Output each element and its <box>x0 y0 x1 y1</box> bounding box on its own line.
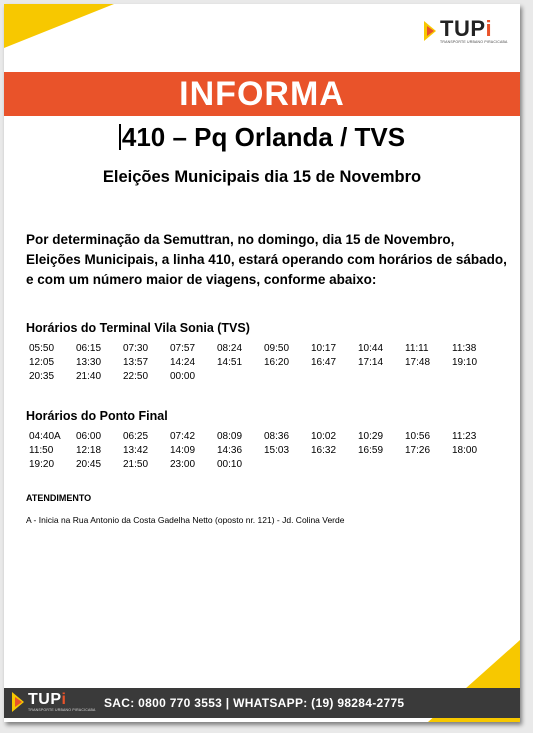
tupi-logo <box>424 18 508 45</box>
departure-time: 09:50 <box>264 343 290 354</box>
departure-time: 14:36 <box>217 445 243 456</box>
route-title <box>4 122 520 153</box>
notice-paragraph: Por determinação da Semuttran, no domingo, dia 15 de Novembro, Eleições Municipais, a linha 410, estará operando com horários de sábado, e com um número maior de viagens, conforme abaixo: <box>26 232 507 287</box>
departure-time: 05:50 <box>29 343 55 354</box>
departure-time: 13:30 <box>76 357 102 368</box>
departure-time: 16:32 <box>311 445 337 456</box>
departure-time: 00:00 <box>170 371 196 382</box>
corner-triangle-top-left <box>4 4 114 48</box>
tupi-mark-icon <box>12 692 26 712</box>
departure-time: 11:11 <box>405 343 429 354</box>
departure-time: 16:59 <box>358 445 384 456</box>
departure-time: 21:50 <box>123 459 149 470</box>
departure-time: 20:45 <box>76 459 102 470</box>
departure-time: 13:42 <box>123 445 149 456</box>
atendimento-heading: ATENDIMENTO <box>26 493 92 503</box>
departure-time: 07:42 <box>170 431 196 442</box>
section-title-tvs: Horários do Terminal Vila Sonia (TVS) <box>26 321 250 335</box>
departure-time: 21:40 <box>76 371 102 382</box>
event-subtitle: Eleições Municipais dia 15 de Novembro <box>102 168 422 186</box>
departure-time: 08:36 <box>264 431 290 442</box>
tupi-logo-footer <box>12 692 96 713</box>
departure-time: 14:24 <box>170 357 196 368</box>
text-cursor <box>119 124 121 150</box>
informa-banner: INFORMA <box>4 72 520 116</box>
logo-word-accent: i <box>61 691 67 708</box>
departure-time: 08:09 <box>217 431 243 442</box>
departure-time: 14:51 <box>217 357 243 368</box>
departure-time: 12:18 <box>76 445 102 456</box>
departure-time: 07:57 <box>170 343 196 354</box>
departure-time: 14:09 <box>170 445 196 456</box>
departure-time: 17:48 <box>405 357 431 368</box>
logo-tagline: TRANSPORTE URBANO PIRACICABA <box>440 40 508 44</box>
departure-time: 17:14 <box>358 357 384 368</box>
logo-word: TUP <box>440 16 486 41</box>
departure-time: 10:29 <box>358 431 384 442</box>
departure-time: 10:02 <box>311 431 337 442</box>
departure-time: 23:00 <box>170 459 196 470</box>
departure-time: 10:56 <box>405 431 431 442</box>
departure-time: 19:20 <box>29 459 55 470</box>
departure-time: 10:44 <box>358 343 384 354</box>
tupi-mark-icon <box>424 21 438 41</box>
departure-time: 00:10 <box>217 459 243 470</box>
departure-time: 06:15 <box>76 343 102 354</box>
footer-bar <box>4 688 520 718</box>
atendimento-note: A - Inicia na Rua Antonio da Costa Gadelha Netto (oposto nr. 121) - Jd. Colina Verde <box>26 515 345 525</box>
departure-time: 16:47 <box>311 357 337 368</box>
departure-time: 07:30 <box>123 343 149 354</box>
notice-page <box>4 4 520 722</box>
departure-time: 20:35 <box>29 371 55 382</box>
departure-time: 19:10 <box>452 357 478 368</box>
departure-time: 04:40A <box>29 431 61 442</box>
footer-contact: SAC: 0800 770 3553 | WHATSAPP: (19) 98284-2775 <box>104 696 405 710</box>
departure-time: 13:57 <box>123 357 149 368</box>
departure-time: 06:25 <box>123 431 149 442</box>
departure-time: 11:50 <box>29 445 54 456</box>
departure-time: 18:00 <box>452 445 478 456</box>
section-title-ponto-final: Horários do Ponto Final <box>26 409 168 423</box>
departure-time: 08:24 <box>217 343 243 354</box>
departure-time: 06:00 <box>76 431 102 442</box>
logo-tagline: TRANSPORTE URBANO PIRACICABA <box>28 708 96 712</box>
route-title-text: 410 – Pq Orlanda / TVS <box>121 122 406 152</box>
logo-word: TUP <box>28 691 62 708</box>
departure-time: 10:17 <box>311 343 337 354</box>
departure-time: 11:38 <box>452 343 477 354</box>
departure-time: 11:23 <box>452 431 477 442</box>
timetable-ponto-final <box>29 430 499 472</box>
departure-time: 15:03 <box>264 445 290 456</box>
logo-word-accent: i <box>485 16 493 41</box>
timetable-tvs <box>29 342 499 384</box>
departure-time: 22:50 <box>123 371 149 382</box>
departure-time: 17:26 <box>405 445 431 456</box>
departure-time: 16:20 <box>264 357 290 368</box>
departure-time: 12:05 <box>29 357 55 368</box>
